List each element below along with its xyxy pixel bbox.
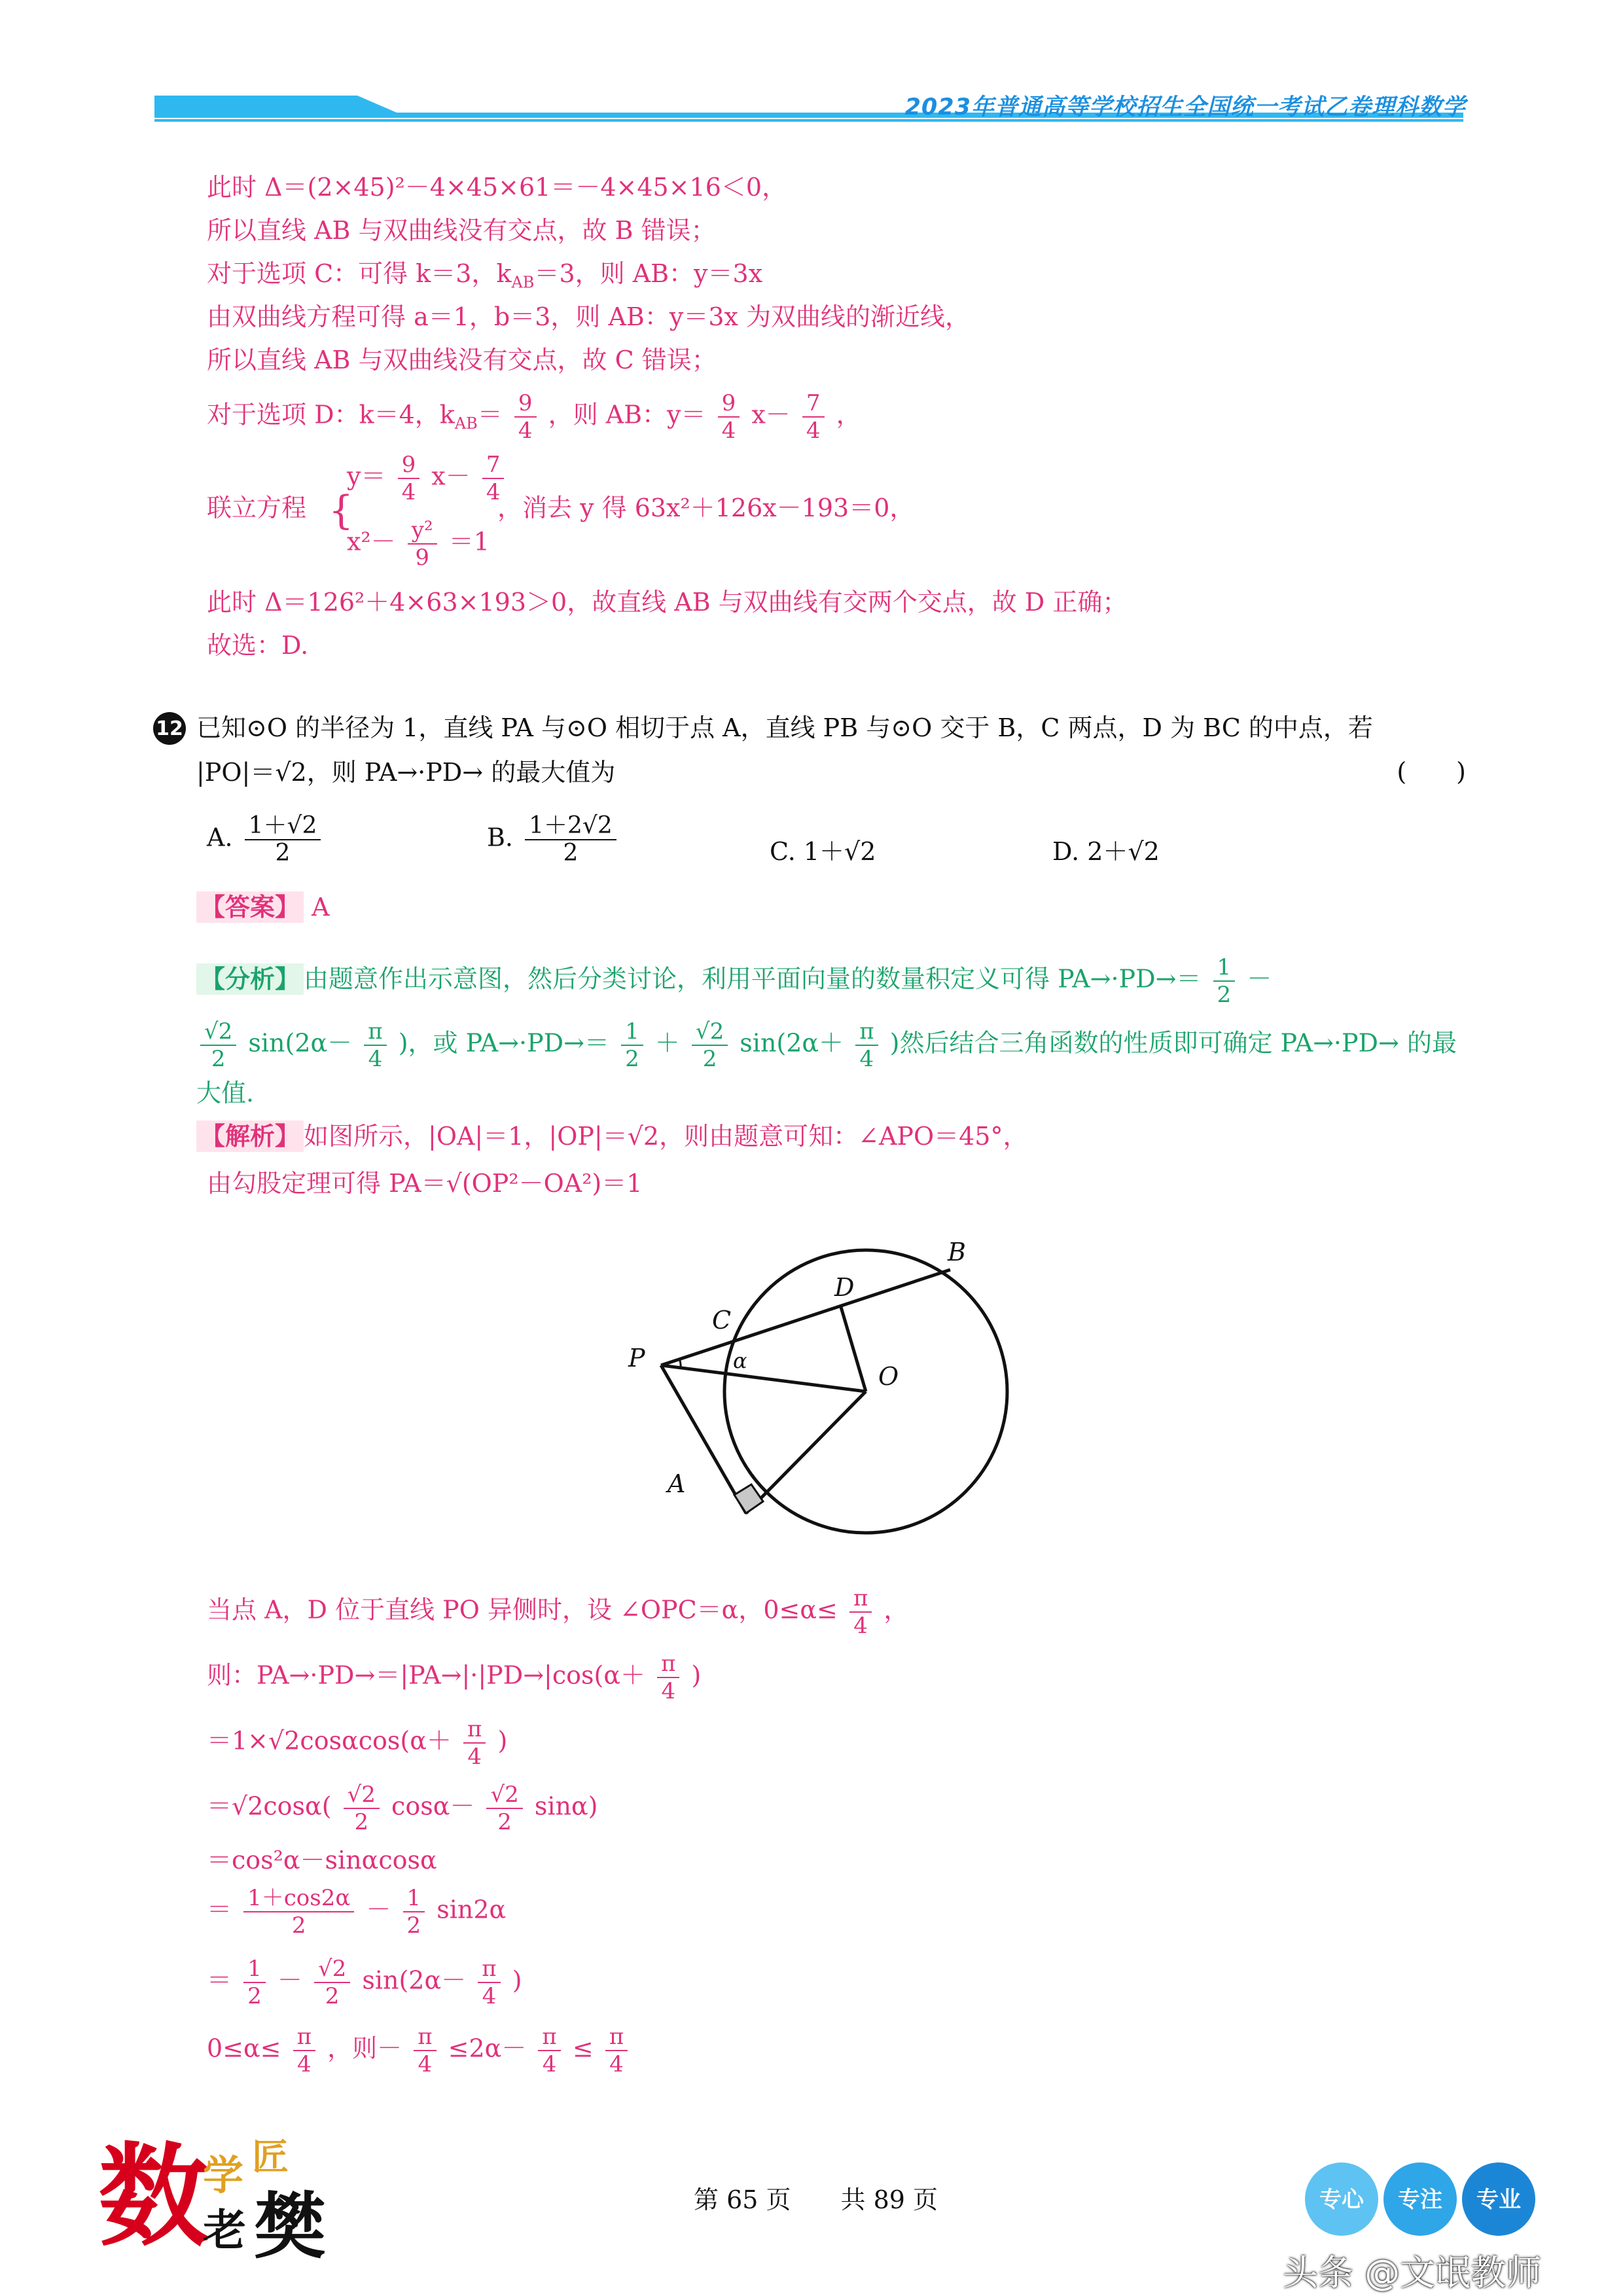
header-title: 2023年普通高等学校招生全国统一考试乙卷理科数学 [904, 94, 1466, 120]
line-oa [746, 1391, 866, 1513]
answer-bracket: ( ) [1397, 757, 1466, 786]
text-line: ，消去 y 得 63x²＋126x－193＝0， [497, 493, 915, 522]
svg-text:学: 学 [203, 2151, 244, 2199]
derivation-step4: ＝√2cosα( $\frac{√2}{2}$ cosα－ $\frac{√2}{2}$ sinα) [207, 1782, 598, 1835]
svg-text:数: 数 [98, 2131, 210, 2262]
derivation-step2: 则：PA→·PD→＝|PA→|·|PD→|cos(α＋ $\frac{\pi}{4}$ ) [207, 1651, 702, 1704]
question-stem-line1: 已知⊙O 的半径为 1，直线 PA 与⊙O 相切于点 A，直线 PB 与⊙O 交于 B，C 两点，D 为 BC 的中点，若 [196, 713, 1373, 742]
question-stem-line2: |PO|＝√2，则 PA→·PD→ 的最大值为 [196, 758, 616, 787]
analysis-line2: $\frac{√2}{2}$ sin(2α－ $\frac{\pi}{4}$ )，或 PA→·PD→＝ $\frac{1}{2}$ ＋ $\frac{√2}{2}$ sin(2α＋ $\frac{\pi}{4}$ )然后结合三角函数的性质即可确定 PA→·PD→ 的最 [196, 1018, 1457, 1072]
text-line: 此时 Δ＝(2×45)²－4×45×61＝－4×45×16＜0， [207, 173, 787, 202]
system-eq-1: y＝ $\frac{9}{4}$ x－ $\frac{7}{4}$ [347, 452, 508, 505]
option-c: C. 1＋√2 [770, 837, 876, 866]
text-line: 故选：D. [207, 631, 309, 660]
answer-line [196, 891, 330, 923]
page-number: 第 65 页 共 89 页 [694, 2185, 938, 2214]
derivation-step6: ＝ $\frac{1+\cos 2\alpha}{2}$ － $\frac{1}{2}$ sin2α [207, 1885, 507, 1939]
text-line: 所以直线 AB 与双曲线没有交点，故 B 错误； [207, 216, 716, 245]
text-line: 所以直线 AB 与双曲线没有交点，故 C 错误； [207, 346, 717, 374]
option-a: A. $\frac{1+√2}{2}$ [207, 813, 325, 867]
label-alpha: α [733, 1348, 747, 1373]
derivation-step5: ＝cos²α－sinαcosα [207, 1846, 437, 1874]
watermark: 头条 @文氓教师 [1283, 2252, 1542, 2293]
text-line: 联立方程 [207, 493, 307, 522]
line-od [841, 1307, 866, 1391]
footer-badges [1302, 2160, 1538, 2238]
label-o: O [878, 1362, 899, 1391]
derivation-step7: ＝ $\frac{1}{2}$ － $\frac{√2}{2}$ sin(2α－ $\frac{\pi}{4}$ ) [207, 1956, 522, 2009]
label-p: P [628, 1344, 645, 1372]
solution-line1: 【解析】 如图所示，|OA|＝1，|OP|＝√2，则由题意可知：∠APO＝45°， [196, 1121, 1027, 1152]
derivation-step3: ＝1×√2cosαcos(α＋ $\frac{\pi}{4}$ ) [207, 1716, 508, 1770]
analysis-line1: 【分析】 由题意作出示意图，然后分类讨论，利用平面向量的数量积定义可得 PA→·PD→＝ $\frac{1}{2}$ － [196, 954, 1272, 1008]
text-line: 由双曲线方程可得 a＝1，b＝3，则 AB：y＝3x 为双曲线的渐近线， [207, 302, 971, 331]
label-b: B [948, 1238, 966, 1266]
right-angle-mark [734, 1484, 763, 1513]
svg-text:匠: 匠 [252, 2136, 289, 2179]
derivation-step8: 0≤α≤ $\frac{\pi}{4}$ ，则－ $\frac{\pi}{4}$ ≤2α－ $\frac{\pi}{4}$ ≤ $\frac{\pi}{4}$ [207, 2024, 632, 2077]
badge-2: 专注 [1398, 2187, 1442, 2213]
derivation-step1: 当点 A，D 位于直线 PO 异侧时，设 ∠OPC＝α，0≤α≤ $\frac{\pi}{4}$ ， [207, 1585, 909, 1639]
analysis-line3: 大值. [196, 1079, 255, 1107]
system-eq-2: x²－ $\frac{\text{y²}}{9}$ ＝1 [347, 517, 490, 571]
label-a: A [668, 1469, 686, 1498]
answer-value: A [312, 893, 330, 922]
answer-tag: 【答案】 [196, 891, 304, 923]
brand-logo [98, 2121, 360, 2265]
question-number-badge: 12 [153, 712, 186, 745]
option-d: D. 2＋√2 [1052, 837, 1160, 866]
svg-text:樊: 樊 [254, 2184, 326, 2265]
option-b: B. $\frac{1+2√2}{2}$ [487, 813, 620, 867]
solution-line2: 由勾股定理可得 PA＝√(OP²－OA²)＝1 [207, 1169, 643, 1198]
line-pb [661, 1270, 950, 1365]
geometry-figure [615, 1230, 1047, 1545]
badge-3: 专业 [1476, 2187, 1521, 2213]
text-line: 此时 Δ＝126²＋4×63×193＞0，故直线 AB 与双曲线有交两个交点，故 D 正确； [207, 588, 1128, 617]
text-line: 对于选项 D：k＝4，$k_{AB}=$ $\frac{9}{4}$ ，则 AB：y＝ $\frac{9}{4}$ x－ $\frac{7}{4}$ ， [207, 390, 861, 444]
text-line: 对于选项 C：可得 k＝3，$k_{AB}=3$，则 AB：y＝3x [207, 259, 763, 292]
label-c: C [712, 1306, 732, 1335]
svg-text:老: 老 [203, 2204, 246, 2255]
label-d: D [834, 1273, 855, 1302]
line-po [661, 1365, 866, 1391]
brace: { [329, 488, 354, 533]
badge-1: 专心 [1319, 2187, 1364, 2213]
